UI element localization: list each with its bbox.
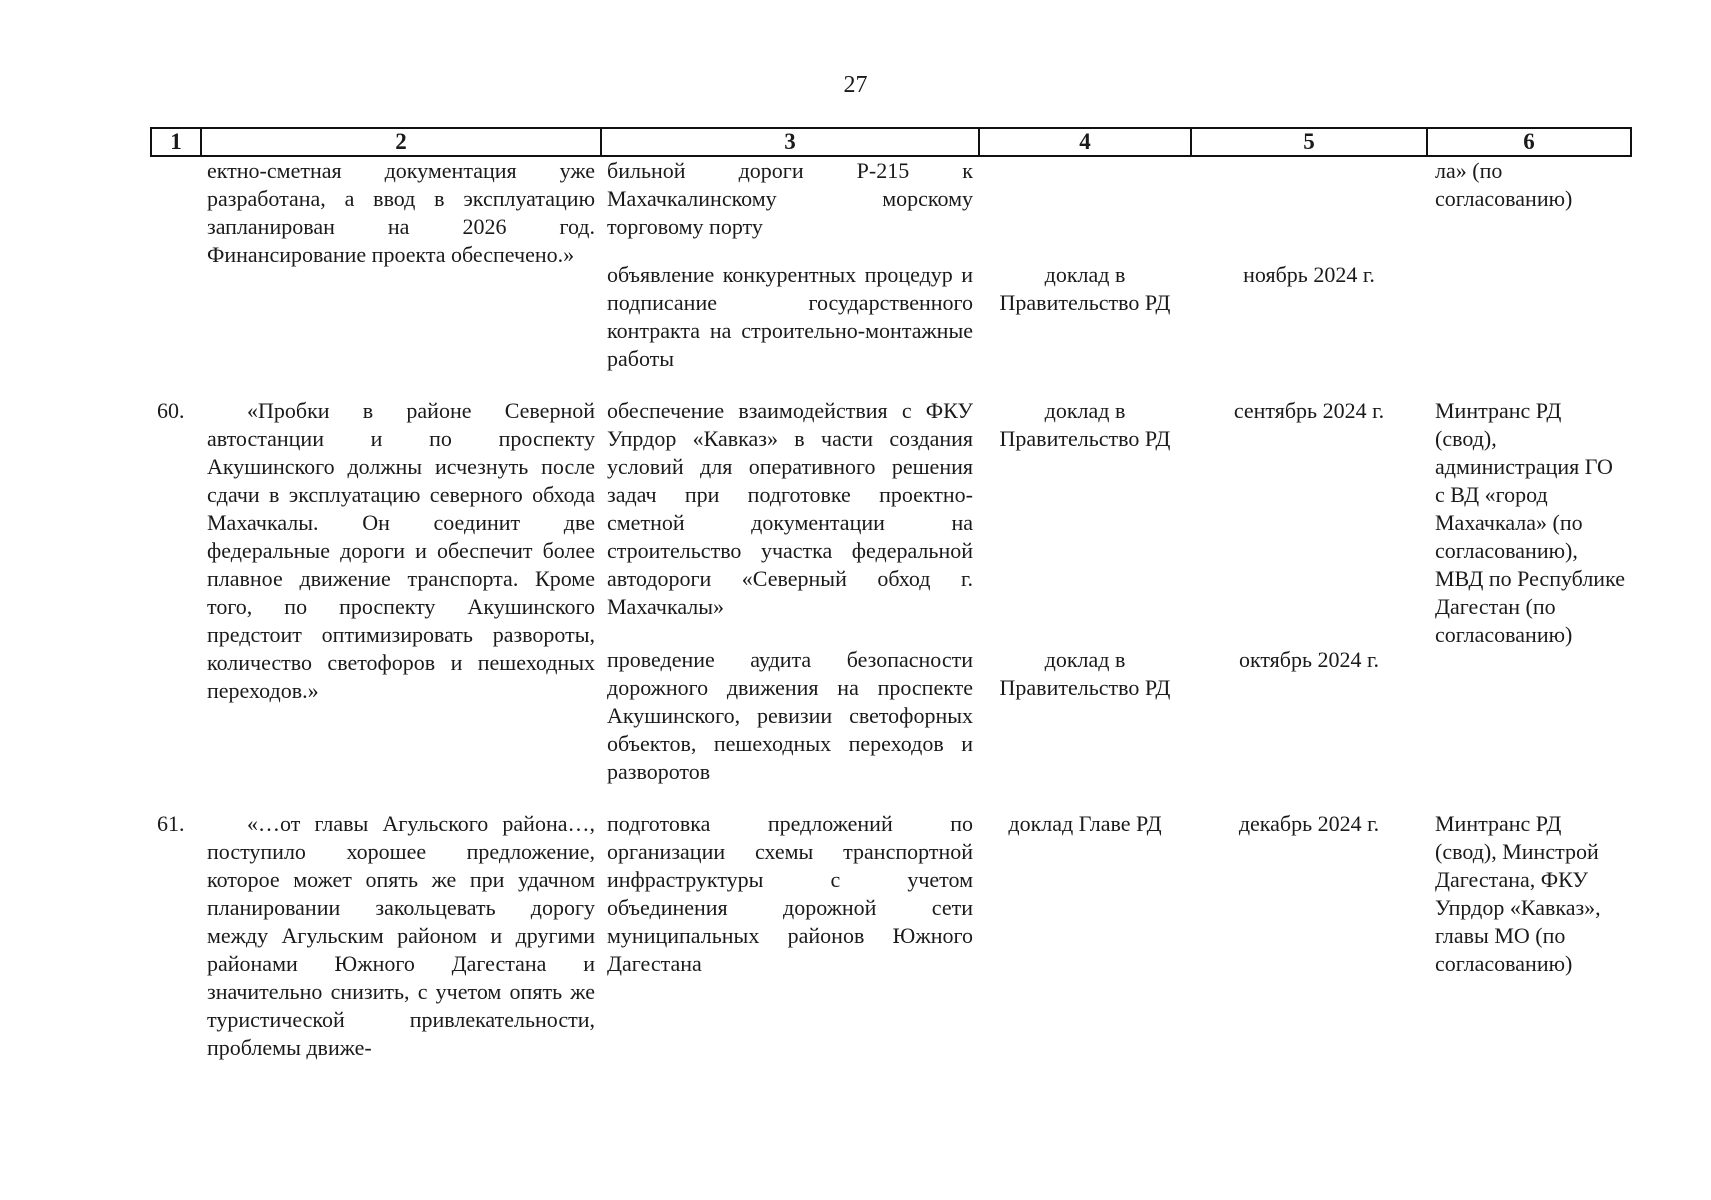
plan-table [150,127,1632,1062]
deadline: сентябрь 2024 г. [1233,398,1385,423]
column-header-3: 3 [601,128,979,156]
row-number: 60. [157,398,185,423]
report-type: доклад в Правительство РД [999,398,1171,451]
responsible-text: ла» (по согласованию) [1435,158,1573,211]
action-text: объявление конкурентных процедур и подписание государственного контракта на строительно-монтажные работы [607,262,973,371]
row-number: 61. [157,811,185,836]
table-row [151,397,1631,621]
quote-text: «Пробки в районе Северной автостанции и по проспекту Акушинского должны исчезнуть после сдачи в эксплуатацию северного обхода Махачкалы. Он соединит две федеральные дороги и обеспечит более плавное движение транспорта. Кроме того, по проспекту Акушинского предстоит оптимизировать развороты, количество светофоров и пешеходных переходов.» [207,398,595,703]
report-type: доклад в Правительство РД [999,647,1171,700]
column-header-4: 4 [979,128,1191,156]
report-type: доклад Главе РД [1008,811,1162,836]
report-type: доклад в Правительство РД [999,262,1171,315]
table-row [151,810,1631,1062]
column-header-5: 5 [1191,128,1427,156]
page-number: 27 [843,72,868,98]
responsible-text: Минтранс РД (свод), администрация ГО с ВД «город Махачкала» (по согласованию), МВД по Республике Дагестан (по согласованию) [1435,398,1625,647]
deadline: октябрь 2024 г. [1238,647,1380,672]
quote-text: «…от главы Агульского района…, поступило хорошее предложение, которое может опять же при удачном планировании закольцевать дорогу между Агульским районом и другими районами Южного Дагестана и значительно снизить, с учетом опять же туристической привлекательности, проблемы движе- [207,811,595,1060]
quote-text: ектно-сметная документация уже разработана, а ввод в эксплуатацию запланирован на 2026 год. Финансирование проекта обеспечено.» [207,158,595,267]
column-header-6: 6 [1427,128,1631,156]
column-header-2: 2 [201,128,601,156]
responsible-text: Минтранс РД (свод), Минстрой Дагестана, ФКУ Упрдор «Кавказ», главы МО (по согласованию) [1435,811,1601,976]
deadline: ноябрь 2024 г. [1243,262,1375,287]
deadline: декабрь 2024 г. [1238,811,1380,836]
action-text: подготовка предложений по организации схемы транспортной инфраструктуры с учетом объединения дорожной сети муниципальных районов Южного Дагестана [607,811,973,976]
column-header-1: 1 [151,128,201,156]
action-text: бильной дороги Р-215 к Махачкалинскому морскому торговому порту [607,158,973,239]
table-row [151,156,1631,241]
action-text: проведение аудита безопасности дорожного движения на проспекте Акушинского, ревизии светофорных объектов, пешеходных переходов и разворотов [607,647,973,784]
action-text: обеспечение взаимодействия с ФКУ Упрдор «Кавказ» в части создания условий для оперативного решения задач при подготовке проектно-сметной документации на строительство участка федеральной автодороги «Северный обход г. Махачкалы» [607,398,973,619]
header-row [151,128,1631,156]
